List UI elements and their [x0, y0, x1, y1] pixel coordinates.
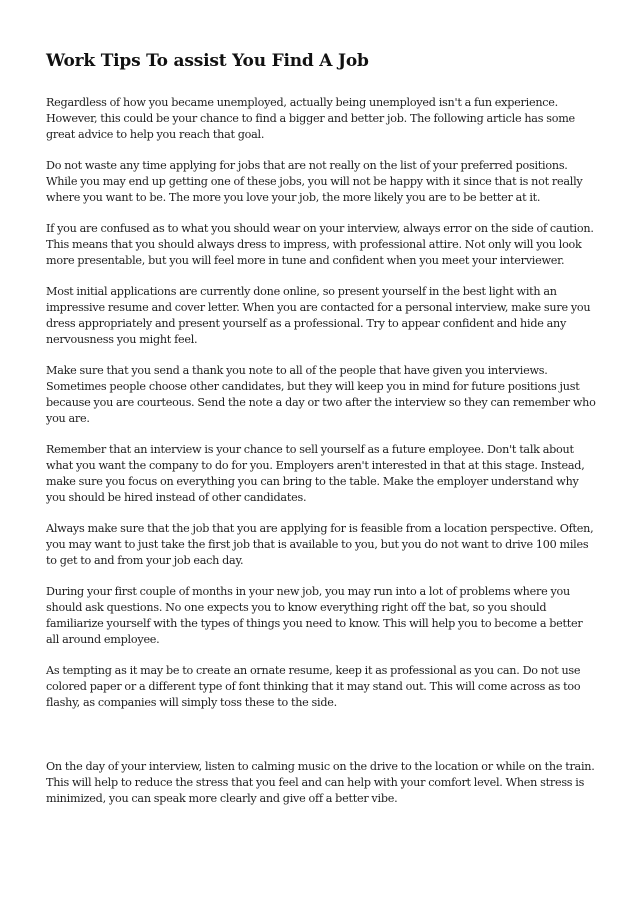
paragraph-location: Always make sure that the job that you are applying for is feasible from a location perspective. Often, you may want to just take the first job that is available to you, but you do not want to drive 100 miles to get to and from your job each day. [46, 522, 594, 567]
paragraph-interview-attire: If you are confused as to what you should wear on your interview, always error on the side of caution. This means that you should always dress to impress, with professional attire. Not only will you look more presentable, but you will feel more in tune and confident when you meet your interviewer. [46, 222, 594, 267]
paragraph-new-job-questions: During your first couple of months in your new job, you may run into a lot of problems where you should ask questions. No one expects you to know everything right off the bat, so you should familiarize yourself with the types of things you need to know. This will help you to become a better all around employee. [46, 585, 583, 646]
paragraph-thank-you-note: Make sure that you send a thank you note to all of the people that have given you interviews. Sometimes people choose other candidates, but they will keep you in mind for future positions just because you are courteous. Send the note a day or two after the interview so they can remember who you are. [46, 364, 596, 425]
paragraph-preferred-positions: Do not waste any time applying for jobs that are not really on the list of your preferred positions. While you may end up getting one of these jobs, you will not be happy with it since that is not really where you want to be. The more you love your job, the more likely you are to be better at it. [46, 159, 583, 204]
paragraph-calming-music: On the day of your interview, listen to calming music on the drive to the location or while on the train. This will help to reduce the stress that you feel and can help with your comfort level. When stress is minimized, you can speak more clearly and give off a better vibe. [46, 760, 595, 805]
paragraph-intro: Regardless of how you became unemployed, actually being unemployed isn't a fun experience. However, this could be your chance to find a bigger and better job. The following article has some great advice to help you reach that goal. [46, 96, 575, 141]
paragraph-sell-yourself: Remember that an interview is your chance to sell yourself as a future employee. Don't talk about what you want the company to do for you. Employers aren't interested in that at this stage. Instead, make sure you focus on everything you can bring to the table. Make the employer understand why you should be hired instead of other candidates. [46, 443, 585, 504]
document-page [46, 50, 596, 822]
paragraph-online-applications: Most initial applications are currently done online, so present yourself in the best light with an impressive resume and cover letter. When you are contacted for a personal interview, make sure you dress appropriately and present yourself as a professional. Try to appear confident and hide any nervousness you might feel. [46, 285, 591, 346]
paragraph-resume: As tempting as it may be to create an ornate resume, keep it as professional as you can. Do not use colored paper or a different type of font thinking that it may stand out. This will come across as too flashy, as companies will simply toss these to the side. [46, 664, 581, 709]
document-title: Work Tips To assist You Find A Job [46, 51, 369, 71]
